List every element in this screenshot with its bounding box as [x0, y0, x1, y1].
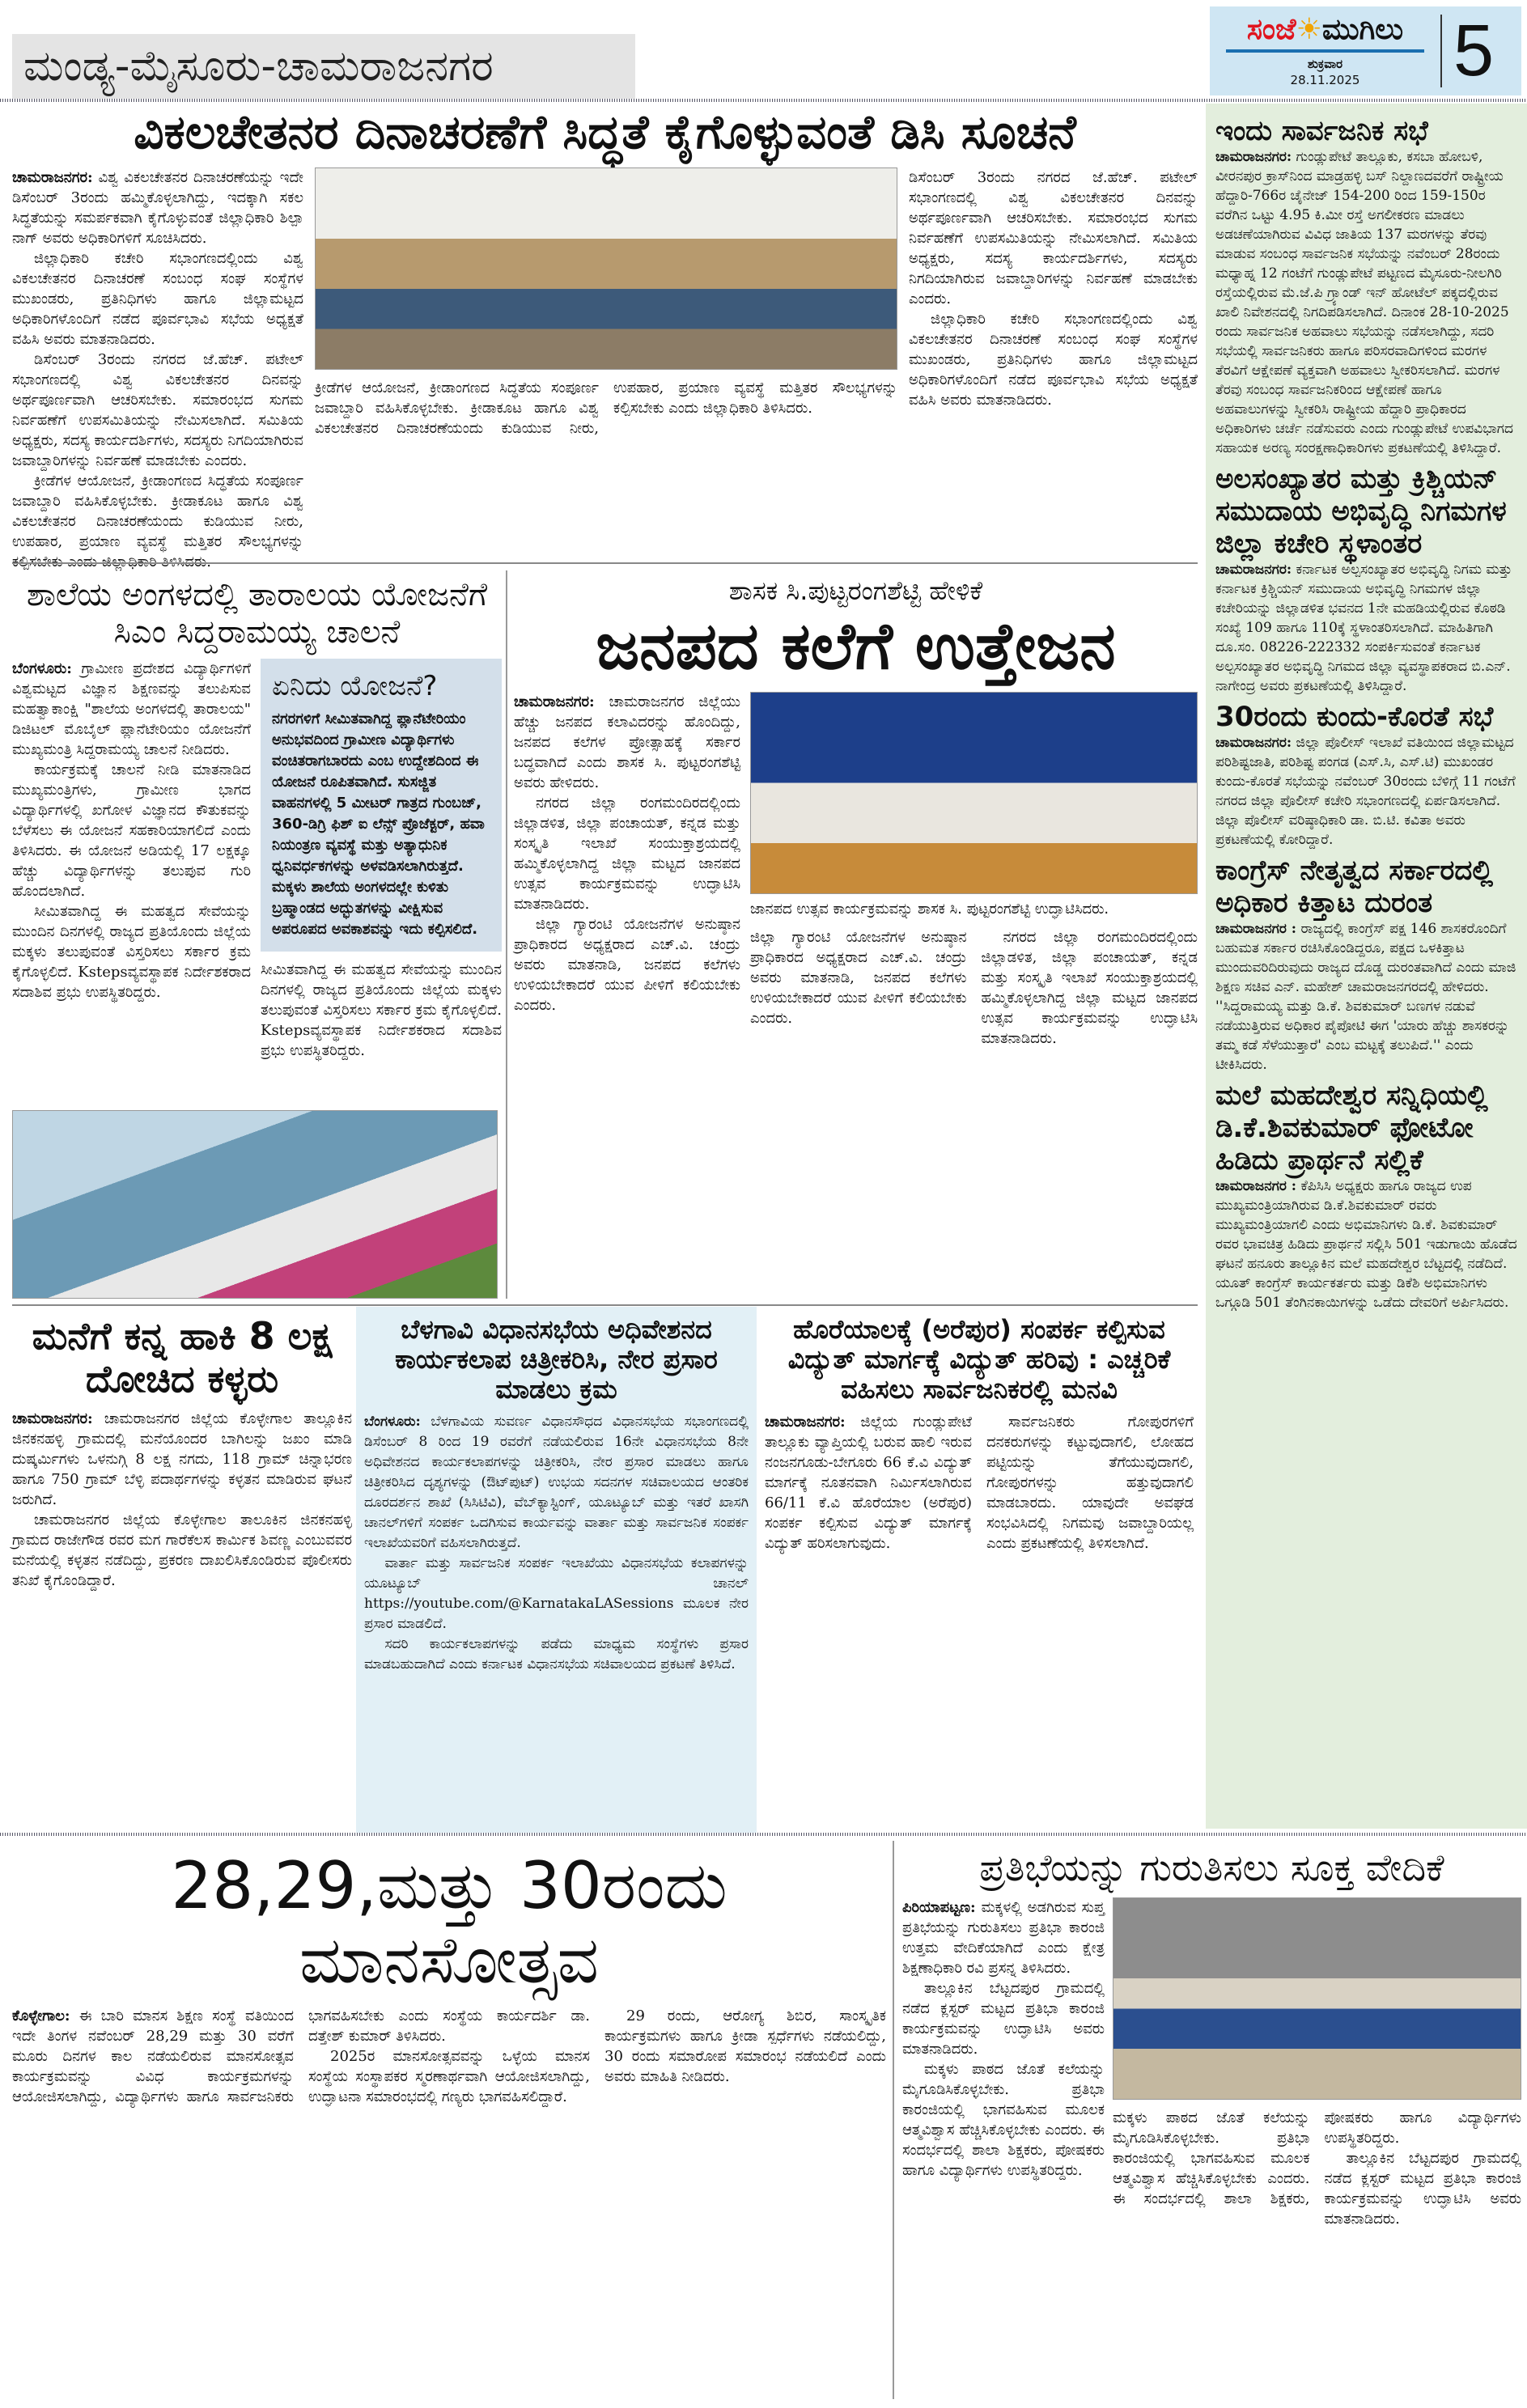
masthead-logo [1210, 6, 1521, 95]
article-body [902, 1897, 1105, 2181]
notice-text: ಕೆಪಿಸಿಸಿ ಅಧ್ಯಕ್ಷರು ಹಾಗೂ ರಾಜ್ಯದ ಉಪ ಮುಖ್ಯಮಂತ್ರಿಯಾಗಿರುವ ಡಿ.ಕೆ.ಶಿವಕುಮಾರ್ ರವರು ಮುಖ್ಯಮಂತ್ರಿಯಾಗಲಿ ಎಂದು ಅಭಿಮಾನಿಗಳು ಡಿ.ಕೆ. ಶಿವಕುಮಾರ್ ರವರ ಭಾವಚಿತ್ರ ಹಿಡಿದು ಪ್ರಾರ್ಥನೆ ಸಲ್ಲಿಸಿ 501 ಇಡುಗಾಯಿ ಹೊಡೆದ ಘಟನೆ ಹನೂರು ತಾಲ್ಲೂಕಿನ ಮಲೆ ಮಹದೇಶ್ವರ ಬೆಟ್ಟದಲ್ಲಿ ನಡೆದಿದೆ. ಯೂತ್ ಕಾಂಗ್ರೆಸ್ ಕಾರ್ಯಕರ್ತರು ಮತ್ತು ಡಿಕೆಶಿ ಅಭಿಮಾನಿಗಳು ಒಗ್ಗೂಡಿ 501 ತೆಂಗಿನಕಾಯಿಗಳನ್ನು ಒಡೆದು ದೇವರಿಗೆ ಅರ್ಪಿಸಿದರು. [1215, 1178, 1517, 1311]
pratibhe-story [902, 1846, 1521, 2399]
dateline: ಚಾಮರಾಜನಗರ: [514, 693, 595, 710]
notice-title: 30ರಂದು ಕುಂದು-ಕೊರತೆ ಸಭೆ [1215, 701, 1494, 733]
article-body [765, 1412, 1194, 1829]
power-headline: ಹೊರೆಯಾಲಕ್ಕೆ (ಅರೆಪುರ) ಸಂಪರ್ಕ ಕಲ್ಪಿಸುವ ವಿದ್ಯುತ್ ಮಾರ್ಗಕ್ಕೆ ವಿದ್ಯುತ್ ಹರಿವು : ಎಚ್ಚರಿಕೆ ವಹಿಸಲು ಸಾರ್ವಜನಿಕರಲ್ಲಿ ಮನವಿ [787, 1314, 1171, 1405]
paragraph-text: 2025ರ ಮಾನಸೋತ್ಸವವನ್ನು ಒಳ್ಳೆಯ ಮಾನಸ ಸಂಸ್ಥೆಯ ಸಂಸ್ಥಾಪಕರ ಸ್ಮರಣಾರ್ಥವಾಗಿ ಆಯೋಜಿಸಲಾಗಿದ್ದು, ಉದ್ಘಾಟನಾ ಸಮಾರಂಭದಲ್ಲಿ ಗಣ್ಯರು ಭಾಗವಹಿಸಲಿದ್ದಾರೆ. [308, 2048, 590, 2105]
article-paragraph [514, 793, 740, 914]
planetarium-bus-photo [12, 1110, 498, 1299]
theft-story [12, 1315, 352, 1829]
article-paragraph [12, 248, 303, 350]
article-paragraph [514, 914, 740, 1015]
paragraph-text: ವಿಶ್ವ ವಿಕಲಚೇತನರ ದಿನಾಚರಣೆಯನ್ನು ಇದೇ ಡಿಸೆಂಬರ್ 3ರಂದು ಹಮ್ಮಿಕೊಳ್ಳಲಾಗಿದ್ದು, ಇದಕ್ಕಾಗಿ ಸಕಲ ಸಿದ್ಧತೆಯನ್ನು ಸಮರ್ಪಕವಾಗಿ ಕೈಗೊಳ್ಳುವಂತೆ ಜಿಲ್ಲಾಧಿಕಾರಿ ಶಿಲ್ಪಾ ನಾಗ್ ಅವರು ಅಧಿಕಾರಿಗಳಿಗೆ ಸೂಚಿಸಿದರು. [12, 168, 303, 247]
theft-article [12, 1409, 352, 1829]
paragraph-text: ಚಾಮರಾಜನಗರ ಜಿಲ್ಲೆಯು ಹೆಚ್ಚು ಜನಪದ ಕಲಾವಿದರನ್ನು ಹೊಂದಿದ್ದು, ಜನಪದ ಕಲೆಗಳ ಪ್ರೋತ್ಸಾಹಕ್ಕೆ ಸರ್ಕಾರ ಬದ್ಧವಾಗಿದೆ ಎಂದು ಶಾಸಕ ಸಿ. ಪುಟ್ಟರಂಗಶೆಟ್ಟಿ ಅವರು ಹೇಳಿದರು. [514, 693, 740, 791]
planetarium-info-box [261, 659, 502, 952]
dateline: ಚಾಮರಾಜನಗರ: [1215, 562, 1292, 578]
paragraph-text: ನಗರದ ಜಿಲ್ಲಾ ರಂಗಮಂದಿರದಲ್ಲಿಂದು ಜಿಲ್ಲಾಡಳಿತ, ಜಿಲ್ಲಾ ಪಂಚಾಯತ್, ಕನ್ನಡ ಮತ್ತು ಸಂಸ್ಕೃತಿ ಇಲಾಖೆ ಸಂಯುಕ್ತಾಶ್ರಯದಲ್ಲಿ ಹಮ್ಮಿಕೊಳ್ಳಲಾಗಿದ್ದ ಜಿಲ್ಲಾ ಮಟ್ಟದ ಜಾನಪದ ಉತ್ಸವ ಕಾರ್ಯಕ್ರಮವನ್ನು ಉದ್ಘಾಟಿಸಿ ಮಾತನಾಡಿದರು. [514, 794, 740, 913]
belagavi-headline: ಬೆಳಗಾವಿ ವಿಧಾನಸಭೆಯ ಅಧಿವೇಶನದ ಕಾರ್ಯಕಲಾಪ ಚಿತ್ರೀಕರಿಸಿ, ನೇರ ಪ್ರಸಾರ ಮಾಡಲು ಕ್ರಮ [395, 1314, 718, 1405]
article-paragraph [12, 167, 303, 248]
notice-title: ಮಲೆ ಮಹದೇಶ್ವರ ಸನ್ನಿಧಿಯಲ್ಲಿ ಡಿ.ಕೆ.ಶಿವಕುಮಾರ್ ಫೋಟೋ ಹಿಡಿದು ಪ್ರಾರ್ಥನೆ ಸಲ್ಲಿಕೆ [1215, 1079, 1488, 1176]
janapada-photo-column [750, 692, 1198, 1299]
lead-paragraph: ಕ್ರೀಡೆಗಳ ಆಯೋಜನೆ, ಕ್ರೀಡಾಂಗಣದ ಸಿದ್ಧತೆಯ ಸಂಪೂರ್ಣ ಜವಾಬ್ದಾರಿ ವಹಿಸಿಕೊಳ್ಳಬೇಕು. ಕ್ರೀಡಾಕೂಟ ಹಾಗೂ ವಿಶ್ವ ವಿಕಲಚೇತನರ ದಿನಾಚರಣೆಯಂದು ಕುಡಿಯುವ ನೀರು, ಉಪಹಾರ, ಪ್ರಯಾಣ ವ್ಯವಸ್ಥೆ ಮತ್ತಿತರ ಸೌಲಭ್ಯಗಳನ್ನು ಕಲ್ಪಿಸಬೇಕು ಎಂದು ಜಿಲ್ಲಾಧಿಕಾರಿ ತಿಳಿಸಿದರು. [315, 379, 897, 437]
power-story [765, 1315, 1194, 1829]
article-body [514, 692, 740, 1015]
planetarium-article [12, 659, 251, 1102]
dateline: ಬೆಂಗಳೂರು: [364, 1414, 421, 1431]
meeting-photo [315, 167, 897, 370]
dateline: ಚಾಮರಾಜನಗರ : [1215, 1178, 1297, 1194]
logo-text [1210, 14, 1440, 46]
planetarium-paragraph: ಸೀಮಿತವಾಗಿದ್ದ ಈ ಮಹತ್ವದ ಸೇವೆಯನ್ನು ಮುಂದಿನ ದಿನಗಳಲ್ಲಿ ರಾಜ್ಯದ ಪ್ರತಿಯೊಂದು ಜಿಲ್ಲೆಯ ಮಕ್ಕಳು ತಲುಪುವಂತೆ ವಿಸ್ತರಿಸಲು ಸರ್ಕಾರ ಕ್ರಮ ಕೈಗೊಳ್ಳಲಿದೆ. Kstepsವ್ಯವಸ್ಥಾಪಕ ನಿರ್ದೇಶಕರಾದ ಸದಾಶಿವ ಪ್ರಭು ಉಪಸ್ಥಿತರಿದ್ದರು. [261, 961, 502, 1059]
lead-columns [12, 167, 1198, 557]
planetarium-body-continued [261, 960, 502, 1102]
article-paragraph [604, 2006, 886, 2087]
janapada-paragraph: ಜಿಲ್ಲಾ ಗ್ಯಾರಂಟಿ ಯೋಜನೆಗಳ ಅನುಷ್ಠಾನ ಪ್ರಾಧಿಕಾರದ ಅಧ್ಯಕ್ಷರಾದ ಎಚ್.ವಿ. ಚಂದ್ರು ಅವರು ಮಾತನಾಡಿ, ಜನಪದ ಕಲೆಗಳು ಉಳಿಯಬೇಕಾದರೆ ಯುವ ಪೀಳಿಗೆ ಕಲಿಯಬೇಕು ಎಂದರು. [750, 928, 967, 1027]
row-divider [0, 1833, 1527, 1836]
article-paragraph [12, 471, 303, 572]
janapada-story [514, 576, 1198, 1299]
article-paragraph [12, 1510, 352, 1591]
notice-text: ರಾಜ್ಯದಲ್ಲಿ ಕಾಂಗ್ರೆಸ್ ಪಕ್ಷ 146 ಶಾಸಕರೊಂದಿಗೆ ಬಹುಮತ ಸರ್ಕಾರ ರಚಿಸಿಕೊಂಡಿದ್ದರೂ, ಪಕ್ಷದ ಒಳಕಿತ್ತಾಟ ಮುಂದುವರಿದಿರುವುದು ರಾಜ್ಯದ ದೊಡ್ಡ ದುರಂತವಾಗಿದೆ ಎಂದು ಮಾಜಿ ಶಿಕ್ಷಣ ಸಚಿವ ಎನ್. ಮಹೇಶ್ ಚಾಮರಾಜನಗರದಲ್ಲಿ ಹೇಳಿದರು. ''ಸಿದ್ದರಾಮಯ್ಯ ಮತ್ತು ಡಿ.ಕೆ. ಶಿವಕುಮಾರ್ ಬಣಗಳ ನಡುವೆ ನಡೆಯುತ್ತಿರುವ ಅಧಿಕಾರ ಪೈಪೋಟಿ ಈಗ 'ಯಾರು ಹೆಚ್ಚು ಶಾಸಕರನ್ನು ತಮ್ಮ ಕಡೆ ಸೆಳೆಯುತ್ತಾರೆ' ಎಂಬ ಮಟ್ಟಕ್ಕೆ ತಲುಪಿದೆ.'' ಎಂದು ಟೀಕಿಸಿದರು. [1215, 921, 1516, 1073]
article-paragraph [12, 901, 251, 1003]
notice-body [1215, 560, 1517, 696]
paragraph-text: ತಾಲ್ಲೂಕಿನ ಬೆಟ್ಟದಪುರ ಗ್ರಾಮದಲ್ಲಿ ನಡೆದ ಕ್ಲಸ್ಟರ್ ಮಟ್ಟದ ಪ್ರತಿಭಾ ಕಾರಂಜಿ ಕಾರ್ಯಕ್ರಮವನ್ನು ಉದ್ಘಾಟಿಸಿ ಅವರು ಮಾತನಾಡಿದರು. [902, 1979, 1105, 2058]
article-paragraph [364, 1634, 749, 1675]
janapada-photo [750, 692, 1198, 894]
notice-title: ಅಲಸಂಖ್ಯಾತರ ಮತ್ತು ಕ್ರಿಶ್ಚಿಯನ್ ಸಮುದಾಯ ಅಭಿವೃದ್ಧಿ ನಿಗಮಗಳ ಜಿಲ್ಲಾ ಕಚೇರಿ ಸ್ಥಳಾಂತರ [1215, 463, 1507, 560]
article-body [12, 2006, 886, 2399]
article-paragraph [514, 692, 740, 793]
paragraph-text: ಈ ಬಾರಿ ಮಾನಸ ಶಿಕ್ಷಣ ಸಂಸ್ಥೆ ವತಿಯಿಂದ ಇದೇ ತಿಂಗಳ ನವೆಂಬರ್ 28,29 ಮತ್ತು 30 ವರೆಗೆ ಮೂರು ದಿನಗಳ ಕಾಲ ನಡೆಯಲಿರುವ ಮಾನಸೋತ್ಸವ ಕಾರ್ಯಕ್ರಮವನ್ನು ವಿವಿಧ ಕಾರ್ಯಕ್ರಮಗಳನ್ನು ಆಯೋಜಿಸಲಾಗಿದ್ದು, ವಿದ್ಯಾರ್ಥಿಗಳು ಹಾಗೂ ಸಾರ್ವಜನಿಕರು ಭಾಗವಹಿಸಬೇಕು ಎಂದು ಸಂಸ್ಥೆಯ ಕಾರ್ಯದರ್ಶಿ ಡಾ. ದತ್ತೇಶ್ ಕುಮಾರ್ ತಿಳಿಸಿದರು. [12, 2007, 590, 2105]
article-paragraph [12, 350, 303, 471]
pratibhe-article [902, 1897, 1105, 2399]
janapada-body-continued [750, 927, 1198, 1299]
article-paragraph [12, 1409, 352, 1510]
paragraph-text: ಕ್ರೀಡೆಗಳ ಆಯೋಜನೆ, ಕ್ರೀಡಾಂಗಣದ ಸಿದ್ಧತೆಯ ಸಂಪೂರ್ಣ ಜವಾಬ್ದಾರಿ ವಹಿಸಿಕೊಳ್ಳಬೇಕು. ಕ್ರೀಡಾಕೂಟ ಹಾಗೂ ವಿಶ್ವ ವಿಕಲಚೇತನರ ದಿನಾಚರಣೆಯಂದು ಕುಡಿಯುವ ನೀರು, ಉಪಹಾರ, ಪ್ರಯಾಣ ವ್ಯವಸ್ಥೆ ಮತ್ತಿತರ ಸೌಲಭ್ಯಗಳನ್ನು [12, 472, 303, 550]
paragraph-text: ಚಾಮರಾಜನಗರ ಜಿಲ್ಲೆಯ ಕೊಳ್ಳೇಗಾಲ ತಾಲ್ಲೂಕಿನ ಜಿನಕನಹಳ್ಳಿ ಗ್ರಾಮದಲ್ಲಿ ಮನೆಯೊಂದರ ಬಾಗಿಲನ್ನು ಜಖಂ ಮಾಡಿ ದುಷ್ಕರ್ಮಿಗಳು ಒಳನುಗ್ಗಿ 8 ಲಕ್ಷ ನಗದು, 118 ಗ್ರಾಮ್ ಚಿನ್ನಾಭರಣ ಹಾಗೂ 750 ಗ್ರಾಮ್ ಬೆಳ್ಳಿ ಪದಾರ್ಥಗಳನ್ನು ಕಳ್ಳತನ ಮಾಡಿರುವ ಘಟನೆ ಜರುಗಿದೆ. [12, 1410, 352, 1508]
article-paragraph [986, 1412, 1194, 1554]
lead-body-continued [315, 378, 897, 557]
paragraph-text: ಚಾಮರಾಜನಗರ ಜಿಲ್ಲೆಯ ಕೊಳ್ಳೇಗಾಲ ತಾಲೂಕಿನ ಜಿನಕನಹಳ್ಳಿ ಗ್ರಾಮದ ರಾಜೇಗೌಡ ರವರ ಮಗ ಗಾರೆಕೆಲಸ ಕಾರ್ಮಿಕ ಶಿವಣ್ಣ ಎಂಬುವವರ ಮನೆಯಲ್ಲಿ ಕಳ್ಳತನ ನಡೆದಿದ್ದು, ಪ್ರಕರಣ ದಾಖಲಿಸಿಕೊಂಡಿರುವ ಪೊಲೀಸರು ತನಿಖೆ ಕೈಗೊಂಡಿದ್ದಾರೆ. [12, 1511, 352, 1589]
logo-part2: ಮುಗಿಲು [1321, 13, 1404, 46]
lead-article-col1 [12, 167, 303, 557]
info-box-title: ಏನಿದು ಯೋಜನೆ? [272, 670, 438, 702]
planetarium-columns [12, 659, 502, 1102]
planetarium-story [12, 576, 502, 1102]
notice-text: ಕರ್ನಾಟಕ ಅಲ್ಪಸಂಖ್ಯಾತರ ಅಭಿವೃದ್ಧಿ ನಿಗಮ ಮತ್ತು ಕರ್ನಾಟಕ ಕ್ರಿಶ್ಚಿಯನ್ ಸಮುದಾಯ ಅಭಿವೃದ್ಧಿ ನಿಗಮಗಳ ಜಿಲ್ಲಾ ಕಚೇರಿಯನ್ನು ಜಿಲ್ಲಾಡಳಿತ ಭವನದ 1ನೇ ಮಹಡಿಯಲ್ಲಿರುವ ಕೊಠಡಿ ಸಂಖ್ಯೆ 109 ಹಾಗೂ 110ಕ್ಕೆ ಸ್ಥಳಾಂತರಿಸಲಾಗಿದೆ. ಮಾಹಿತಿಗಾಗಿ ದೂ.ಸಂ. 08226-222332 ಸಂಪರ್ಕಿಸುವಂತೆ ಕರ್ನಾಟಕ ಅಲ್ಪಸಂಖ್ಯಾತರ ಅಭಿವೃದ್ಧಿ ನಿಗಮದ ಜಿಲ್ಲಾ ವ್ಯವಸ್ಥಾಪಕರಾದ ಬಿ.ಎನ್. ನಾಗೇಂದ್ರ ಅವರು ಪ್ರಕಟಣೆಯಲ್ಲಿ ತಿಳಿಸಿದ್ದಾರೆ. [1215, 562, 1512, 694]
notice-body [1215, 919, 1517, 1075]
column-divider [506, 570, 507, 1299]
manasotsava-story [12, 1849, 886, 2399]
sidebar-notices [1206, 104, 1527, 1829]
paragraph-text: ಮಕ್ಕಳಲ್ಲಿ ಅಡಗಿರುವ ಸುಪ್ತ ಪ್ರತಿಭೆಯನ್ನು ಗುರುತಿಸಲು ಪ್ರತಿಭಾ ಕಾರಂಜಿ ಉತ್ತಮ ವೇದಿಕೆಯಾಗಿದೆ ಎಂದು ಕ್ಷೇತ್ರ ಶಿಕ್ಷಣಾಧಿಕಾರಿ ರವಿ ಪ್ರಸನ್ನ ತಿಳಿಸಿದರು. [902, 1898, 1105, 1977]
pratibhe-photo-column [1113, 1897, 1521, 2399]
header-divider [0, 99, 1527, 102]
lead-paragraph: ಜಿಲ್ಲಾಧಿಕಾರಿ ಕಚೇರಿ ಸಭಾಂಗಣದಲ್ಲಿಂದು ವಿಶ್ವ ವಿಕಲಚೇತನರ ದಿನಾಚರಣೆ ಸಂಬಂಧ ಸಂಘ ಸಂಸ್ಥೆಗಳ ಮುಖಂಡರು, ಪ್ರತಿನಿಧಿಗಳು ಹಾಗೂ ಜಿಲ್ಲಾಮಟ್ಟದ ಅಧಿಕಾರಿಗಳೊಂದಿಗೆ ನಡೆದ ಪೂರ್ವಭಾವಿ ಸಭೆಯ ಅಧ್ಯಕ್ಷತೆ ವಹಿಸಿ ಅವರು ಮಾತನಾಡಿದರು. [909, 310, 1198, 409]
paragraph-text: ಸಾರ್ವಜನಿಕರು ಗೋಪುರಗಳಿಗೆ ದನಕರುಗಳನ್ನು ಕಟ್ಟುವುದಾಗಲಿ, ಲೋಹದ ಪಟ್ಟಿಯನ್ನು ತೆಗೆಯುವುದಾಗಲಿ, ಗೋಪುರಗಳನ್ನು ಹತ್ತುವುದಾಗಲಿ ಮಾಡಬಾರದು. ಯಾವುದೇ ಅವಘಡ ಸಂಭವಿಸಿದಲ್ಲಿ ನಿಗಮವು ಜವಾಬ್ದಾರಿಯಲ್ಲ ಎಂದು ಪ್ರಕಟಣೆಯಲ್ಲಿ ತಿಳಿಸಲಾಗಿದೆ. [986, 1414, 1194, 1553]
paragraph-text: ಡಿಸೆಂಬರ್ 3ರಂದು ನಗರದ ಜೆ.ಹೆಚ್. ಪಟೇಲ್ ಸಭಾಂಗಣದಲ್ಲಿ ವಿಶ್ವ ವಿಕಲಚೇತನರ ದಿನವನ್ನು ಅರ್ಥಪೂರ್ಣವಾಗಿ ಆಚರಿಸಬೇಕು. ಸಮಾರಂಭದ ಸುಗಮ ನಿರ್ವಹಣೆಗೆ ಉಪಸಮಿತಿಯನ್ನು ನೇಮಿಸಲಾಗಿದೆ. ಸಮಿತಿಯ ಅಧ್ಯಕ್ಷರು, ಸದಸ್ಯ ಕಾರ್ಯದರ್ಶಿಗಳು, ಸದಸ್ಯರು ನಿಗದಿಯಾಗಿರುವ ಜವಾಬ್ದಾರಿಗಳನ್ನು ನಿರ್ವಹಣೆ ಮಾಡಬೇಕು ಎಂದರು. [12, 350, 303, 469]
notice-title: ಇಂದು ಸಾರ್ವಜನಿಕ ಸಭೆ [1215, 115, 1428, 147]
logo-part1: ಸಂಜೆ [1246, 13, 1296, 46]
pratibhe-paragraph: ಮಕ್ಕಳು ಪಾಠದ ಜೊತೆ ಕಲೆಯನ್ನು ಮೈಗೂಡಿಸಿಕೊಳ್ಳಬೇಕು. ಪ್ರತಿಭಾ ಕಾರಂಜಿಯಲ್ಲಿ ಭಾಗವಹಿಸುವ ಮೂಲಕ ಆತ್ಮವಿಶ್ವಾಸ ಹೆಚ್ಚಿಸಿಕೊಳ್ಳಬೇಕು ಎಂದರು. ಈ ಸಂದರ್ಭದಲ್ಲಿ ಶಾಲಾ ಶಿಕ್ಷಕರು, ಪೋಷಕರು ಹಾಗೂ ವಿದ್ಯಾರ್ಥಿಗಳು ಉಪಸ್ಥಿತರಿದ್ದರು. [1113, 2109, 1521, 2207]
dateline: ಚಾಮರಾಜನಗರ: [12, 1410, 93, 1427]
paragraph-text: ಸದರಿ ಕಾರ್ಯಕಲಾಪಗಳನ್ನು ಪಡೆದು ಮಾಧ್ಯಮ ಸಂಸ್ಥೆಗಳು ಪ್ರಸಾರ ಮಾಡಬಹುದಾಗಿದೆ ಎಂದು ಕರ್ನಾಟಕ ವಿಧಾನಸಭೆಯ ಸಚಿವಾಲಯದ ಪ್ರಕಟಣೆ ತಿಳಿಸಿದೆ. [364, 1636, 749, 1673]
issue-date: 28.11.2025 [1290, 73, 1360, 87]
dateline: ಚಾಮರಾಜನಗರ: [12, 168, 93, 186]
lead-photo-column [315, 167, 897, 557]
janapada-headline: ಜನಪದ ಕಲೆಗೆ ಉತ್ತೇಜನ [596, 608, 1116, 684]
janapada-photo-caption: ಜಾನಪದ ಉತ್ಸವ ಕಾರ್ಯಕ್ರಮವನ್ನು ಶಾಸಕ ಸಿ. ಪುಟ್ಟರಂಗಶೆಟ್ಟಿ ಉದ್ಘಾಟಿಸಿದರು. [750, 900, 1109, 918]
janapada-kicker: ಶಾಸಕ ಸಿ.ಪುಟ್ಟರಂಗಶೆಟ್ಟಿ ಹೇಳಿಕೆ [728, 575, 983, 606]
article-body [12, 659, 251, 1003]
dateline: ಚಾಮರಾಜನಗರ: [765, 1414, 846, 1431]
row-divider [12, 562, 1198, 564]
article-body [12, 1409, 352, 1591]
belagavi-article [364, 1412, 749, 1829]
belagavi-story [364, 1315, 749, 1829]
manasotsava-article [12, 2006, 886, 2399]
notice-text: ಜಿಲ್ಲಾ ಪೊಲೀಸ್ ಇಲಾಖೆ ವತಿಯಿಂದ ಜಿಲ್ಲಾಮಟ್ಟದ ಪರಿಶಿಷ್ಟಜಾತಿ, ಪರಿಶಿಷ್ಟ ಪಂಗಡ (ಎಸ್.ಸಿ, ಎಸ್.ಟಿ) ಮುಖಂಡರ ಕುಂದು-ಕೊರತೆ ಸಭೆಯನ್ನು ನವೆಂಬರ್ 30ರಂದು ಬೆಳಿಗ್ಗೆ 11 ಗಂಟೆಗೆ ನಗರದ ಜಿಲ್ಲಾ ಪೊಲೀಸ್ ಕಚೇರಿ ಸಭಾಂಗಣದಲ್ಲಿ ಏರ್ಪಡಿಸಲಾಗಿದೆ. ಜಿಲ್ಲಾ ಪೊಲೀಸ್ ವರಿಷ್ಠಾಧಿಕಾರಿ ಡಾ. ಬಿ.ಟಿ. ಕವಿತಾ ಅವರು ಪ್ರಕಟಣೆಯಲ್ಲಿ ಕೋರಿದ್ದಾರೆ. [1215, 735, 1516, 848]
notice-text: ಗುಂಡ್ಲುಪೇಟೆ ತಾಲ್ಲೂಕು, ಕಸಬಾ ಹೋಬಳಿ, ವೀರನಪುರ ಕ್ರಾಸ್‌ನಿಂದ ಮಾಡ್ರಹಳ್ಳಿ ಬಸ್ ನಿಲ್ದಾಣದವರೆಗೆ ರಾಷ್ಟ್ರೀಯ ಹೆದ್ದಾರಿ-766ರ ಚೈನೇಜ್ 154-200 ರಿಂದ 159-150ರ ವರೆಗಿನ ಒಟ್ಟು 4.95 ಕಿ.ಮೀ ರಸ್ತೆ ಅಗಲೀಕರಣ ಮಾಡಲು ಅಡಚಣೆಯಾಗಿರುವ ವಿವಿಧ ಜಾತಿಯ 137 ಮರಗಳನ್ನು ತೆರವು ಮಾಡುವ ಸಂಬಂಧ ಸಾರ್ವಜನಿಕ ಸಭೆಯನ್ನು ನವೆಂಬರ್ 28ರಂದು ಮಧ್ಯಾಹ್ನ 12 ಗಂಟೆಗೆ ಗುಂಡ್ಲುಪೇಟೆ ಪಟ್ಟಣದ ಮೈಸೂರು-ನೀಲಗಿರಿ ರಸ್ತೆಯಲ್ಲಿರುವ ಮೆ.ಜೆ.ಪಿ ಗ್ರ್ಯಾಂಡ್ ಇನ್ ಹೋಟೆಲ್ ಪಕ್ಕದಲ್ಲಿರುವ ಖಾಲಿ ನಿವೇಶನದಲ್ಲಿ ನಿಗದಿಪಡಿಸಲಾಗಿದೆ. ದಿನಾಂಕ 28-10-2025 ರಂದು ಸಾರ್ವಜನಿಕ ಅಹವಾಲು ಸಭೆಯನ್ನು ನಡೆಸಲಾಗಿದ್ದು, ಸದರಿ ಸಭೆಯಲ್ಲಿ ಸಾರ್ವಜನಿಕರು ಹಾಗೂ ಪರಿಸರವಾದಿಗಳಿಂದ ಮರಗಳ ತೆರವಿಗೆ ಆಕ್ಷೇಪಣೆ ವ್ಯಕ್ತವಾಗಿ ಅಹವಾಲು ಸ್ವೀಕರಿಸಲಾಗಿದೆ. ಮರಗಳ ತೆರವು ಸಂಬಂಧ ಸಾರ್ವಜನಿಕರಿಂದ ಆಕ್ಷೇಪಣೆ ಹಾಗೂ ಅಹವಾಲುಗಳನ್ನು ಸ್ವೀಕರಿಸಿ ರಾಷ್ಟ್ರೀಯ ಹೆದ್ದಾರಿ ಪ್ರಾಧಿಕಾರದ ಅಧಿಕಾರಿಗಳು ಚರ್ಚೆ ನಡೆಸುವರು ಎಂದು ಗುಂಡ್ಲುಪೇಟೆ ಉಪವಿಭಾಗದ ಸಹಾಯಕ ಅರಣ್ಯ ಸಂರಕ್ಷಣಾಧಿಕಾರಿಗಳು ಪ್ರಕಟಣೆಯಲ್ಲಿ ತಿಳಿಸಿದ್ದಾರೆ. [1215, 149, 1513, 456]
paragraph-text: ಕಾರ್ಯಕ್ರಮಕ್ಕೆ ಚಾಲನೆ ನೀಡಿ ಮಾತನಾಡಿದ ಮುಖ್ಯಮಂತ್ರಿಗಳು, ಗ್ರಾಮೀಣ ಭಾಗದ ವಿದ್ಯಾರ್ಥಿಗಳಲ್ಲಿ ಖಗೋಳ ವಿಜ್ಞಾನದ ಕೌತುಕವನ್ನು ಬೆಳೆಸಲು ಈ ಯೋಜನೆ ಸಹಕಾರಿಯಾಗಲಿದೆ ಎಂದು ತಿಳಿಸಿದರು. ಈ ಯೋಜನೆ ಅಡಿಯಲ್ಲಿ 17 ಲಕ್ಷಕ್ಕೂ ಹೆಚ್ಚು ವಿದ್ಯಾರ್ಥಿಗಳನ್ನು ತಲುಪುವ ಗುರಿ ಹೊಂದಲಾಗಿದೆ. [12, 761, 251, 900]
planetarium-side-column [261, 659, 502, 1102]
article-paragraph [765, 1412, 972, 1554]
section-title: ಮಂಡ್ಯ-ಮೈಸೂರು-ಚಾಮರಾಜನಗರ [12, 34, 635, 99]
article-paragraph [902, 1978, 1105, 2059]
page-number: 5 [1440, 15, 1494, 87]
notice-body [1215, 147, 1517, 458]
dateline: ಚಾಮರಾಜನಗರ: [1215, 149, 1292, 165]
paragraph-text: ಗ್ರಾಮೀಣ ಪ್ರದೇಶದ ವಿದ್ಯಾರ್ಥಿಗಳಿಗೆ ವಿಶ್ವಮಟ್ಟದ ವಿಜ್ಞಾನ ಶಿಕ್ಷಣವನ್ನು ತಲುಪಿಸುವ ಮಹತ್ವಾಕಾಂಕ್ಷಿ "ಶಾಲೆಯ ಅಂಗಳದಲ್ಲಿ ತಾರಾಲಯ" ಡಿಜಿಟಲ್ ಮೊಬೈಲ್ ಪ್ಲಾನೆಟೇರಿಯಂ ಯೋಜನೆಗೆ ಮುಖ್ಯಮಂತ್ರಿ ಸಿದ್ದರಾಮಯ್ಯ ಚಾಲನೆ ನೀಡಿದರು. [12, 660, 251, 758]
paragraph-text: ಜಿಲ್ಲಾ ಗ್ಯಾರಂಟಿ ಯೋಜನೆಗಳ ಅನುಷ್ಠಾನ ಪ್ರಾಧಿಕಾರದ ಅಧ್ಯಕ್ಷರಾದ ಎಚ್.ವಿ. ಚಂದ್ರು ಅವರು ಮಾತನಾಡಿ, ಜನಪದ ಕಲೆಗಳು ಉಳಿಯಬೇಕಾದರೆ ಯುವ ಪೀಳಿಗೆ ಕಲಿಯಬೇಕು ಎಂದರು. [514, 915, 740, 1014]
dateline: ಕೊಳ್ಳೇಗಾಲ: [12, 2007, 70, 2024]
janapada-article [514, 692, 740, 1299]
pratibhe-paragraph: ತಾಲ್ಲೂಕಿನ ಬೆಟ್ಟದಪುರ ಗ್ರಾಮದಲ್ಲಿ ನಡೆದ ಕ್ಲಸ್ಟರ್ ಮಟ್ಟದ ಪ್ರತಿಭಾ ಕಾರಂಜಿ ಕಾರ್ಯಕ್ರಮವನ್ನು ಉದ್ಘಾಟಿಸಿ ಅವರು ಮಾತನಾಡಿದರು. [1324, 2149, 1521, 2228]
issue-day: ಶುಕ್ರವಾರ [1307, 57, 1343, 71]
article-body [364, 1412, 749, 1675]
lead-article-col3 [909, 167, 1198, 557]
pratibhe-photo [1113, 1897, 1521, 2100]
paragraph-text: ಜಿಲ್ಲೆಯ ಗುಂಡ್ಲುಪೇಟೆ ತಾಲ್ಲೂಕು ವ್ಯಾಪ್ತಿಯಲ್ಲಿ ಬರುವ ಹಾಲಿ ಇರುವ ನಂಜನಗೂಡು-ಬೇಗೂರು 66 ಕೆ.ವಿ ವಿದ್ಯುತ್ ಮಾರ್ಗಕ್ಕೆ ನೂತನವಾಗಿ ನಿರ್ಮಿಸಲಾಗಿರುವ 66/11 ಕೆ.ವಿ ಹೊರೆಯಾಲ (ಅರೆಪುರ) ಸಂಪರ್ಕ ಕಲ್ಪಿಸುವ ವಿದ್ಯುತ್ ಮಾರ್ಗಕ್ಕೆ ವಿದ್ಯುತ್ ಹರಿಸಲಾಗುವುದು. [765, 1414, 972, 1553]
notice-body [1215, 733, 1517, 850]
article-paragraph [364, 1554, 749, 1634]
manasotsava-headline: 28,29,ಮತ್ತು 30ರಂದು ಮಾನಸೋತ್ಸವ [171, 1848, 727, 1998]
article-paragraph [308, 2046, 590, 2107]
paragraph-text: ಮಕ್ಕಳು ಪಾಠದ ಜೊತೆ ಕಲೆಯನ್ನು ಮೈಗೂಡಿಸಿಕೊಳ್ಳಬೇಕು. ಪ್ರತಿಭಾ ಕಾರಂಜಿಯಲ್ಲಿ ಭಾಗವಹಿಸುವ ಮೂಲಕ ಆತ್ಮವಿಶ್ವಾಸ ಹೆಚ್ಚಿಸಿಕೊಳ್ಳಬೇಕು ಎಂದರು. ಈ ಸಂದರ್ಭದಲ್ಲಿ ಶಾಲಾ ಶಿಕ್ಷಕರು, ಪೋಷಕರು ಹಾಗೂ ವಿದ್ಯಾರ್ಥಿಗಳು ಉಪಸ್ಥಿತರಿದ್ದರು. [902, 2060, 1105, 2179]
notice-body [1215, 1176, 1517, 1312]
power-article [765, 1412, 1194, 1829]
notice-title: ಕಾಂಗ್ರೆಸ್ ನೇತೃತ್ವದ ಸರ್ಕಾರದಲ್ಲಿ ಅಧಿಕಾರ ಕಿತ್ತಾಟ ದುರಂತ [1215, 854, 1494, 919]
lead-story [12, 105, 1198, 557]
planetarium-headline: ಶಾಲೆಯ ಅಂಗಳದಲ್ಲಿ ತಾರಾಲಯ ಯೋಜನೆಗೆ ಸಿಎಂ ಸಿದ್ದರಾಮಯ್ಯ ಚಾಲನೆ [26, 576, 488, 651]
theft-headline: ಮನೆಗೆ ಕನ್ನ ಹಾಕಿ 8 ಲಕ್ಷ ದೋಚಿದ ಕಳ್ಳರು [32, 1314, 333, 1401]
dateline: ಚಾಮರಾಜನಗರ: [1215, 735, 1292, 751]
dateline: ಬೆಂಗಳೂರು: [12, 660, 72, 677]
pratibhe-headline: ಪ್ರತಿಭೆಯನ್ನು ಗುರುತಿಸಲು ಸೂಕ್ತ ವೇದಿಕೆ [979, 1846, 1444, 1889]
pratibhe-body-continued [1113, 2108, 1521, 2399]
pratibhe-columns [902, 1897, 1521, 2399]
article-paragraph [12, 760, 251, 901]
article-paragraph [364, 1412, 749, 1554]
article-paragraph [902, 1897, 1105, 1978]
paragraph-text: ಬೆಳಗಾವಿಯ ಸುವರ್ಣ ವಿಧಾನಸೌಧದ ವಿಧಾನಸಭೆಯ ಸಭಾಂಗಣದಲ್ಲಿ ಡಿಸೆಂಬರ್ 8 ರಿಂದ 19 ರವರೆಗೆ ನಡೆಯಲಿರುವ 16ನೇ ವಿಧಾನಸಭೆಯ 8ನೇ ಅಧಿವೇಶನದ ಕಾರ್ಯಕಲಾಪಗಳನ್ನು ಚಿತ್ರೀಕರಿಸಿ, ನೇರ ಪ್ರಸಾರ ಮಾಡಲು ಹಾಗೂ ಚಿತ್ರೀಕರಿಸಿದ ದೃಶ್ಯಗಳನ್ನು (ಔಟ್‌ಪುಟ್) ಉಭಯ ಸದನಗಳ ಸಚಿವಾಲಯದ ಆಂತರಿಕ ದೂರದರ್ಶನ ಶಾಖೆ (ಸಿಸಿಟಿವಿ), ವೆಬ್‌ಕ್ಯಾಸ್ಟಿಂಗ್, ಯೂಟ್ಯೂಬ್ ಮತ್ತು ಇತರೆ ಖಾಸಗಿ ಚಾನಲ್‌ಗಳಿಗೆ ಸಂಪರ್ಕ ಒದಗಿಸುವ ಕಾರ್ಯವನ್ನು ವಾರ್ತಾ ಮತ್ತು ಸಾರ್ವಜನಿಕ ಸಂಪರ್ಕ ಇಲಾಖೆಯವರಿಗೆ ವಹಿಸಲಾಗಿರುತ್ತದೆ. [364, 1414, 749, 1552]
article-paragraph [902, 2059, 1105, 2181]
row-divider [12, 1304, 1198, 1306]
column-divider [893, 1841, 894, 2399]
dateline: ಚಾಮರಾಜನಗರ : [1215, 921, 1297, 937]
logo-rule [1226, 49, 1424, 53]
article-paragraph [12, 659, 251, 760]
info-box-body: ನಗರಗಳಿಗೆ ಸೀಮಿತವಾಗಿದ್ದ ಪ್ಲಾನೆಟೇರಿಯಂ ಅನುಭವದಿಂದ ಗ್ರಾಮೀಣ ವಿದ್ಯಾರ್ಥಿಗಳು ವಂಚಿತರಾಗಬಾರದು ಎಂಬ ಉದ್ದೇಶದಿಂದ ಈ ಯೋಜನೆ ರೂಪಿತವಾಗಿದೆ. ಸುಸಜ್ಜಿತ ವಾಹನಗಳಲ್ಲಿ 5 ಮೀಟರ್ ಗಾತ್ರದ ಗುಂಬಜ್, 360-ಡಿಗ್ರಿ ಫಿಶ್ ಐ ಲೆನ್ಸ್ ಪ್ರೊಜೆಕ್ಟರ್, ಹವಾ ನಿಯಂತ್ರಣ ವ್ಯವಸ್ಥೆ ಮತ್ತು ಅತ್ಯಾಧುನಿಕ ಧ್ವನಿವರ್ಧಕಗಳನ್ನು ಅಳವಡಿಸಲಾಗಿರುತ್ತದೆ. ಮಕ್ಕಳು ಶಾಲೆಯ ಅಂಗಳದಲ್ಲೇ ಕುಳಿತು ಬ್ರಹ್ಮಾಂಡದ ಅದ್ಭುತಗಳನ್ನು ವೀಕ್ಷಿಸುವ ಅಪರೂಪದ ಅವಕಾಶವನ್ನು ಇದು ಕಲ್ಪಿಸಲಿದೆ. [272, 710, 485, 938]
paragraph-text: 29 ರಂದು, ಆರೋಗ್ಯ ಶಿಬಿರ, ಸಾಂಸ್ಕೃತಿಕ ಕಾರ್ಯಕ್ರಮಗಳು ಹಾಗೂ ಕ್ರೀಡಾ ಸ್ಪರ್ಧೆಗಳು ನಡೆಯಲಿದ್ದು, 30 ರಂದು ಸಮಾರೋಪ ಸಮಾರಂಭ ನಡೆಯಲಿದೆ ಎಂದು ಅವರು ಮಾಹಿತಿ ನೀಡಿದರು. [604, 2007, 886, 2085]
sun-icon: ☀ [1296, 13, 1322, 46]
janapada-columns [514, 692, 1198, 1299]
paragraph-text: ವಾರ್ತಾ ಮತ್ತು ಸಾರ್ವಜನಿಕ ಸಂಪರ್ಕ ಇಲಾಖೆಯು ವಿಧಾನಸಭೆಯ ಕಲಾಪಗಳನ್ನು ಯೂಟ್ಯೂಬ್ ಚಾನಲ್ https://youtube.com/@KarnatakaLASessions ಮೂಲಕ ನೇರ ಪ್ರಸಾರ ಮಾಡಲಿದೆ. [364, 1555, 749, 1633]
dateline: ಪಿರಿಯಾಪಟ್ಟಣ: [902, 1898, 976, 1916]
paragraph-text: ಜಿಲ್ಲಾಧಿಕಾರಿ ಕಚೇರಿ ಸಭಾಂಗಣದಲ್ಲಿಂದು ವಿಶ್ವ ವಿಕಲಚೇತನರ ದಿನಾಚರಣೆ ಸಂಬಂಧ ಸಂಘ ಸಂಸ್ಥೆಗಳ ಮುಖಂಡರು, ಪ್ರತಿನಿಧಿಗಳು ಹಾಗೂ ಜಿಲ್ಲಾಮಟ್ಟದ ಅಧಿಕಾರಿಗಳೊಂದಿಗೆ ನಡೆದ ಪೂರ್ವಭಾವಿ ಸಭೆಯ ಅಧ್ಯಕ್ಷತೆ ವಹಿಸಿ ಅವರು ಮಾತನಾಡಿದರು. [12, 249, 303, 348]
lead-paragraph: ಡಿಸೆಂಬರ್ 3ರಂದು ನಗರದ ಜೆ.ಹೆಚ್. ಪಟೇಲ್ ಸಭಾಂಗಣದಲ್ಲಿ ವಿಶ್ವ ವಿಕಲಚೇತನರ ದಿನವನ್ನು ಅರ್ಥಪೂರ್ಣವಾಗಿ ಆಚರಿಸಬೇಕು. ಸಮಾರಂಭದ ಸುಗಮ ನಿರ್ವಹಣೆಗೆ ಉಪಸಮಿತಿಯನ್ನು ನೇಮಿಸಲಾಗಿದೆ. ಸಮಿತಿಯ ಅಧ್ಯಕ್ಷರು, ಸದಸ್ಯ ಕಾರ್ಯದರ್ಶಿಗಳು, ಸದಸ್ಯರು ನಿಗದಿಯಾಗಿರುವ ಜವಾಬ್ದಾರಿಗಳನ್ನು ನಿರ್ವಹಣೆ ಮಾಡಬೇಕು ಎಂದರು. [909, 168, 1198, 307]
paragraph-text: ಸೀಮಿತವಾಗಿದ್ದ ಈ ಮಹತ್ವದ ಸೇವೆಯನ್ನು ಮುಂದಿನ ದಿನಗಳಲ್ಲಿ ರಾಜ್ಯದ ಪ್ರತಿಯೊಂದು ಜಿಲ್ಲೆಯ ಮಕ್ಕಳು ತಲುಪುವಂತೆ ವಿಸ್ತರಿಸಲು ಸರ್ಕಾರ ಕ್ರಮ ಕೈಗೊಳ್ಳಲಿದೆ. Kstepsವ್ಯವಸ್ಥಾಪಕ ನಿರ್ದೇಶಕರಾದ ಸದಾಶಿವ ಪ್ರಭು ಉಪಸ್ಥಿತರಿದ್ದರು. [12, 903, 251, 1001]
lead-body [12, 167, 303, 572]
lead-headline: ವಿಕಲಚೇತನರ ದಿನಾಚರಣೆಗೆ ಸಿದ್ಧತೆ ಕೈಗೊಳ್ಳುವಂತೆ ಡಿಸಿ ಸೂಚನೆ [134, 104, 1076, 159]
janapada-paragraph: ನಗರದ ಜಿಲ್ಲಾ ರಂಗಮಂದಿರದಲ್ಲಿಂದು ಜಿಲ್ಲಾಡಳಿತ, ಜಿಲ್ಲಾ ಪಂಚಾಯತ್, ಕನ್ನಡ ಮತ್ತು ಸಂಸ್ಕೃತಿ ಇಲಾಖೆ ಸಂಯುಕ್ತಾಶ್ರಯದಲ್ಲಿ ಹಮ್ಮಿಕೊಳ್ಳಲಾಗಿದ್ದ ಜಿಲ್ಲಾ ಮಟ್ಟದ ಜಾನಪದ ಉತ್ಸವ ಕಾರ್ಯಕ್ರಮವನ್ನು ಉದ್ಘಾಟಿಸಿ ಮಾತನಾಡಿದರು. [981, 928, 1198, 1047]
